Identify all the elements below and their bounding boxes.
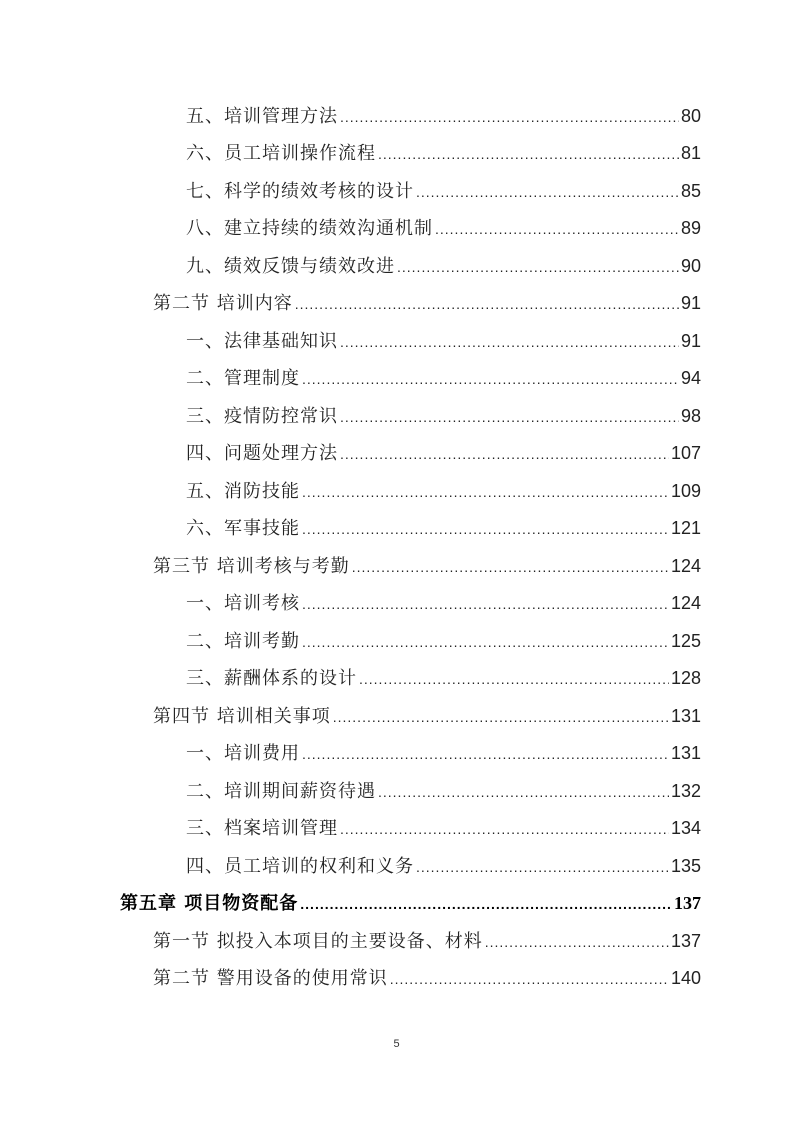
toc-entry-title: 第三节 培训考核与考勤 — [153, 556, 350, 577]
toc-entry-title: 七、科学的绩效考核的设计 — [186, 181, 414, 202]
toc-entry[interactable] — [186, 813, 701, 843]
toc-entry-page: 90 — [680, 256, 701, 276]
toc-entry-page: 121 — [670, 518, 701, 538]
toc-entry-page: 137 — [674, 893, 701, 913]
toc-entry[interactable] — [186, 401, 701, 431]
toc-entry[interactable] — [153, 288, 701, 318]
toc-entry-page: 91 — [680, 293, 701, 313]
toc-entry-page: 134 — [670, 818, 701, 838]
dot-leader — [333, 702, 669, 732]
toc-entry-page: 125 — [670, 631, 701, 651]
dot-leader — [302, 589, 669, 619]
toc-entry-page: 107 — [670, 443, 701, 463]
toc-entry[interactable] — [186, 363, 701, 393]
toc-entry[interactable] — [186, 738, 701, 768]
toc-entry[interactable] — [186, 476, 701, 506]
toc-entry-page: 85 — [680, 181, 701, 201]
toc-entry[interactable] — [186, 326, 701, 356]
toc-entry[interactable] — [186, 176, 701, 206]
toc-entry-page: 124 — [670, 556, 701, 576]
toc-entry-page: 94 — [680, 368, 701, 388]
toc-entry[interactable] — [186, 588, 701, 618]
toc-entry-title: 三、薪酬体系的设计 — [186, 668, 357, 689]
toc-entry-page: 131 — [670, 743, 701, 763]
dot-leader — [390, 964, 669, 994]
toc-entry-title: 九、绩效反馈与绩效改进 — [186, 256, 395, 277]
dot-leader — [416, 852, 669, 882]
dot-leader — [416, 177, 679, 207]
dot-leader — [300, 889, 672, 919]
toc-entry[interactable] — [186, 438, 701, 468]
toc-entry-title: 六、员工培训操作流程 — [186, 143, 376, 164]
dot-leader — [340, 814, 669, 844]
dot-leader — [302, 627, 669, 657]
dot-leader — [352, 552, 669, 582]
toc-entry-title: 一、法律基础知识 — [186, 331, 338, 352]
toc-entry-page: 128 — [670, 668, 701, 688]
toc-entry-title: 五、培训管理方法 — [186, 106, 338, 127]
toc-entry[interactable] — [153, 551, 701, 581]
toc-entry-title: 第二节 警用设备的使用常识 — [153, 968, 388, 989]
toc-entry-page: 124 — [670, 593, 701, 613]
toc-entry-title: 第一节 拟投入本项目的主要设备、材料 — [153, 931, 483, 952]
dot-leader — [302, 514, 669, 544]
toc-entry-title: 第五章 项目物资配备 — [120, 893, 299, 914]
toc-entry[interactable] — [186, 663, 701, 693]
toc-entry-title: 五、消防技能 — [186, 481, 300, 502]
toc-entry[interactable] — [186, 626, 701, 656]
dot-leader — [485, 927, 669, 957]
dot-leader — [340, 327, 679, 357]
toc-entry[interactable] — [153, 701, 701, 731]
toc-entry-page: 132 — [670, 781, 701, 801]
toc-entry[interactable] — [186, 513, 701, 543]
toc-entry-page: 80 — [680, 106, 701, 126]
toc-entry-title: 四、问题处理方法 — [186, 443, 338, 464]
dot-leader — [302, 364, 679, 394]
dot-leader — [340, 439, 669, 469]
toc-entry-title: 三、档案培训管理 — [186, 818, 338, 839]
toc-entry[interactable] — [186, 251, 701, 281]
toc-entry[interactable] — [153, 963, 701, 993]
toc-entry-title: 三、疫情防控常识 — [186, 406, 338, 427]
toc-entry-title: 二、培训考勤 — [186, 631, 300, 652]
dot-leader — [340, 402, 679, 432]
toc-entry-page: 109 — [670, 481, 701, 501]
dot-leader — [435, 214, 679, 244]
page-number: 5 — [393, 1038, 400, 1050]
toc-entry-title: 二、管理制度 — [186, 368, 300, 389]
toc-entry-page: 137 — [670, 931, 701, 951]
toc-entry[interactable] — [186, 138, 701, 168]
dot-leader — [302, 739, 669, 769]
toc-entry-title: 四、员工培训的权利和义务 — [186, 856, 414, 877]
toc-entry[interactable] — [153, 926, 701, 956]
toc-entry-title: 一、培训考核 — [186, 593, 300, 614]
toc-entry-page: 98 — [680, 406, 701, 426]
toc-entry-title: 二、培训期间薪资待遇 — [186, 781, 376, 802]
toc-entry-title: 第四节 培训相关事项 — [153, 706, 331, 727]
toc-entry-title: 六、军事技能 — [186, 518, 300, 539]
toc-entry-title: 第二节 培训内容 — [153, 293, 293, 314]
toc-entry[interactable] — [186, 213, 701, 243]
toc-entry[interactable] — [186, 101, 701, 131]
toc-entry-page: 140 — [670, 968, 701, 988]
dot-leader — [397, 252, 679, 282]
toc-entry-page: 81 — [680, 143, 701, 163]
dot-leader — [359, 664, 669, 694]
toc-entry-page: 89 — [680, 218, 701, 238]
toc-entry-page: 131 — [670, 706, 701, 726]
toc-entry[interactable] — [186, 776, 701, 806]
dot-leader — [295, 289, 679, 319]
toc-entry[interactable] — [186, 851, 701, 881]
dot-leader — [378, 777, 669, 807]
dot-leader — [302, 477, 669, 507]
toc-entry-title: 八、建立持续的绩效沟通机制 — [186, 218, 433, 239]
dot-leader — [378, 139, 679, 169]
toc-entry-title: 一、培训费用 — [186, 743, 300, 764]
dot-leader — [340, 102, 679, 132]
toc-entry-page: 135 — [670, 856, 701, 876]
toc-entry-page: 91 — [680, 331, 701, 351]
toc-entry-chapter[interactable] — [120, 888, 701, 918]
